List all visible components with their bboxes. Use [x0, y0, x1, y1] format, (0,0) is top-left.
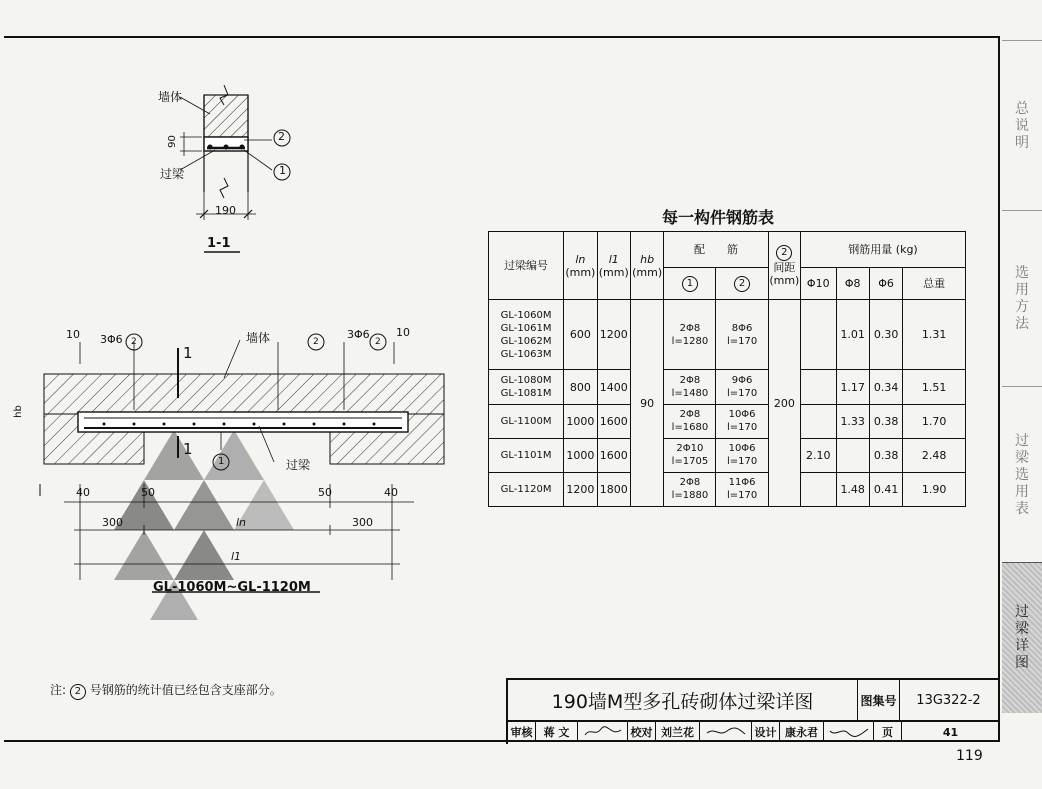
side-tab-selection[interactable]: [1002, 386, 1042, 563]
note-marker: 2: [70, 684, 86, 700]
check-label: 校对: [628, 722, 656, 742]
side-tab-char: 选: [1015, 265, 1029, 281]
side-tab-char: 用: [1015, 483, 1029, 500]
side-tab-char: 用: [1015, 282, 1029, 298]
header-col-2-marker: 2: [734, 276, 750, 292]
header-phi8: Φ8: [836, 268, 869, 300]
checker-name: 刘兰花: [656, 722, 700, 742]
header-spacing: [768, 232, 800, 300]
section-width-dim: 190: [215, 204, 236, 217]
elevation-marker-2-middle: 2: [313, 337, 319, 347]
elevation-dim-40-right: 40: [384, 486, 398, 499]
cell-phi8: 1.33: [836, 404, 869, 438]
section-1-1-drawing: [140, 80, 460, 340]
title-block-row-1: [508, 680, 999, 722]
elevation-dim-50-right: 50: [318, 486, 332, 499]
elevation-right-end-dim: 10: [396, 326, 410, 339]
review-label: 审核: [508, 722, 536, 742]
page-number-cell: 41: [942, 725, 959, 739]
section-marker-1: 1: [279, 164, 286, 177]
cell-code: GL-1120M: [489, 472, 564, 506]
side-tab-char: 法: [1015, 316, 1029, 332]
cell-rebar-2: 10Φ6 l=170: [716, 438, 768, 472]
cell-phi6: 0.38: [869, 438, 902, 472]
cell-total: 1.31: [903, 300, 966, 370]
cell-phi6: 0.41: [869, 472, 902, 506]
atlas-number: 13G322-2: [916, 692, 981, 708]
header-l1-unit: (mm): [598, 265, 629, 279]
cell-total: 1.90: [903, 472, 966, 506]
side-tab-char: 方: [1015, 299, 1029, 315]
cell-phi6: 0.30: [869, 300, 902, 370]
cell-rebar-1: 2Φ8 l=1880: [664, 472, 716, 506]
cell-hb-shared: 90: [630, 300, 663, 507]
elevation-marker-1: 1: [218, 456, 225, 467]
header-hb-unit: (mm): [632, 265, 663, 279]
note-text: 号钢筋的统计值已经包含支座部分。: [89, 683, 282, 697]
side-tab-char: 说: [1015, 117, 1029, 134]
header-spacing-text: 间距: [773, 260, 796, 274]
header-rebar: 配 筋: [664, 232, 768, 268]
elevation-wall-label: 墙体: [246, 331, 271, 345]
header-usage: 钢筋用量 (kg): [801, 232, 966, 268]
note: [50, 681, 282, 700]
title-block-row-2: [508, 722, 999, 742]
beam-elevation-drawing: [14, 320, 474, 620]
section-height-dim: 90: [166, 135, 178, 148]
page-label: 页: [874, 722, 902, 742]
header-l1-text: l1: [608, 252, 619, 266]
elevation-section-mark-bottom: 1: [183, 440, 193, 458]
elevation-top-bar-right: 3Φ6: [347, 328, 370, 341]
reviewer-name: 蒋 文: [536, 722, 578, 742]
side-tab-char: 表: [1015, 500, 1029, 517]
cell-phi8: 1.48: [836, 472, 869, 506]
cell-phi6: 0.34: [869, 370, 902, 404]
cell-ln: 800: [564, 370, 597, 404]
design-label: 设计: [752, 722, 780, 742]
cell-phi8: 1.17: [836, 370, 869, 404]
cell-phi10: [801, 472, 836, 506]
side-tab-char: 过: [1015, 604, 1029, 620]
cell-l1: 1600: [597, 404, 630, 438]
cell-phi10: [801, 404, 836, 438]
elevation-dim-50-left: 50: [141, 486, 155, 499]
table-row: [489, 370, 966, 404]
cell-rebar-2: 11Φ6 l=170: [716, 472, 768, 506]
header-ln: [564, 232, 597, 300]
header-l1: [597, 232, 630, 300]
elevation-beam: [78, 412, 408, 432]
header-phi10: Φ10: [801, 268, 836, 300]
cell-ln: 600: [564, 300, 597, 370]
cell-rebar-2: 8Φ6 l=170: [716, 300, 768, 370]
elevation-dim-300-right: 300: [352, 516, 373, 529]
side-tab-char: 总: [1015, 100, 1029, 117]
side-tab-char: 梁: [1015, 449, 1029, 466]
cell-code: GL-1080M GL-1081M: [489, 370, 564, 404]
cell-phi8: [836, 438, 869, 472]
designer-name: 康永君: [780, 722, 824, 742]
table-row: [489, 472, 966, 506]
header-ln-unit: (mm): [565, 265, 596, 279]
sheet-page-number: 119: [956, 748, 983, 764]
cell-total: 1.51: [903, 370, 966, 404]
header-spacing-unit: (mm): [769, 273, 800, 287]
section-caption: 1-1: [207, 236, 231, 251]
drawing-title: 190墙M型多孔砖砌体过梁详图: [508, 680, 858, 720]
cell-l1: 1600: [597, 438, 630, 472]
section-marker-2: 2: [278, 130, 285, 143]
side-tab-method[interactable]: [1002, 210, 1042, 387]
cell-phi8: 1.01: [836, 300, 869, 370]
table-row: [489, 300, 966, 370]
cell-rebar-1: 2Φ8 l=1480: [664, 370, 716, 404]
cell-rebar-1: 2Φ10 l=1705: [664, 438, 716, 472]
header-col-2: [716, 268, 768, 300]
header-hb-text: hb: [640, 252, 655, 266]
side-tab-char: 梁: [1015, 621, 1029, 637]
elevation-dim-300-left: 300: [102, 516, 123, 529]
rebar-table-title: 每一构件钢筋表: [662, 208, 775, 227]
elevation-dim-40-left: 40: [76, 486, 90, 499]
elevation-section-mark-top: 1: [183, 344, 193, 362]
cell-rebar-1: 2Φ8 l=1680: [664, 404, 716, 438]
side-tab-char: 详: [1015, 638, 1029, 654]
elevation-dim-ln: ln: [236, 516, 247, 529]
elevation-beam-label: 过梁: [286, 458, 311, 472]
elevation-marker-2-left: 2: [131, 337, 137, 347]
title-block: [506, 678, 999, 744]
table-row: [489, 438, 966, 472]
header-hb: [630, 232, 663, 300]
cell-rebar-2: 9Φ6 l=170: [716, 370, 768, 404]
elevation-dim-l1: l1: [231, 550, 242, 563]
cell-phi10: [801, 370, 836, 404]
side-tab-detail[interactable]: [1002, 562, 1042, 713]
elevation-hb-label: hb: [12, 405, 24, 418]
section-wall-label: 墙体: [158, 90, 183, 104]
cell-l1: 1800: [597, 472, 630, 506]
cell-spacing-shared: 200: [768, 300, 800, 507]
elevation-left-end-dim: 10: [66, 328, 80, 341]
cell-code: GL-1101M: [489, 438, 564, 472]
cell-ln: 1000: [564, 438, 597, 472]
side-tab-general[interactable]: [1002, 40, 1042, 211]
checker-signature: [700, 722, 752, 742]
reviewer-signature: [578, 722, 628, 742]
elevation-top-bar-left: 3Φ6: [100, 333, 123, 346]
section-beam: [204, 137, 248, 151]
note-prefix: 注:: [50, 683, 67, 697]
side-tab-char: 图: [1015, 655, 1029, 671]
header-col-1-marker: 1: [682, 276, 698, 292]
table-row: [489, 404, 966, 438]
cell-rebar-2: 10Φ6 l=170: [716, 404, 768, 438]
cell-code: GL-1060M GL-1061M GL-1062M GL-1063M: [489, 300, 564, 370]
side-tab-char: 明: [1015, 134, 1029, 151]
header-ln-text: ln: [575, 252, 586, 266]
elevation-caption: GL-1060M~GL-1120M: [153, 580, 311, 595]
header-spacing-marker: 2: [776, 245, 792, 261]
side-tab-char: 选: [1015, 466, 1029, 483]
cell-total: 2.48: [903, 438, 966, 472]
cell-l1: 1400: [597, 370, 630, 404]
header-phi6: Φ6: [869, 268, 902, 300]
rebar-table: [488, 231, 966, 507]
cell-ln: 1200: [564, 472, 597, 506]
cell-phi10: [801, 300, 836, 370]
header-col-1: [664, 268, 716, 300]
section-beam-label: 过梁: [160, 167, 185, 181]
side-tab-char: 过: [1015, 432, 1029, 449]
elevation-marker-2-right: 2: [375, 337, 381, 347]
cell-total: 1.70: [903, 404, 966, 438]
cell-phi6: 0.38: [869, 404, 902, 438]
cell-phi10: 2.10: [801, 438, 836, 472]
designer-signature: [824, 722, 874, 742]
cell-l1: 1200: [597, 300, 630, 370]
atlas-label: 图集号: [858, 680, 900, 720]
header-total: 总重: [903, 268, 966, 300]
cell-code: GL-1100M: [489, 404, 564, 438]
header-code: 过梁编号: [489, 232, 564, 300]
cell-ln: 1000: [564, 404, 597, 438]
cell-rebar-1: 2Φ8 l=1280: [664, 300, 716, 370]
